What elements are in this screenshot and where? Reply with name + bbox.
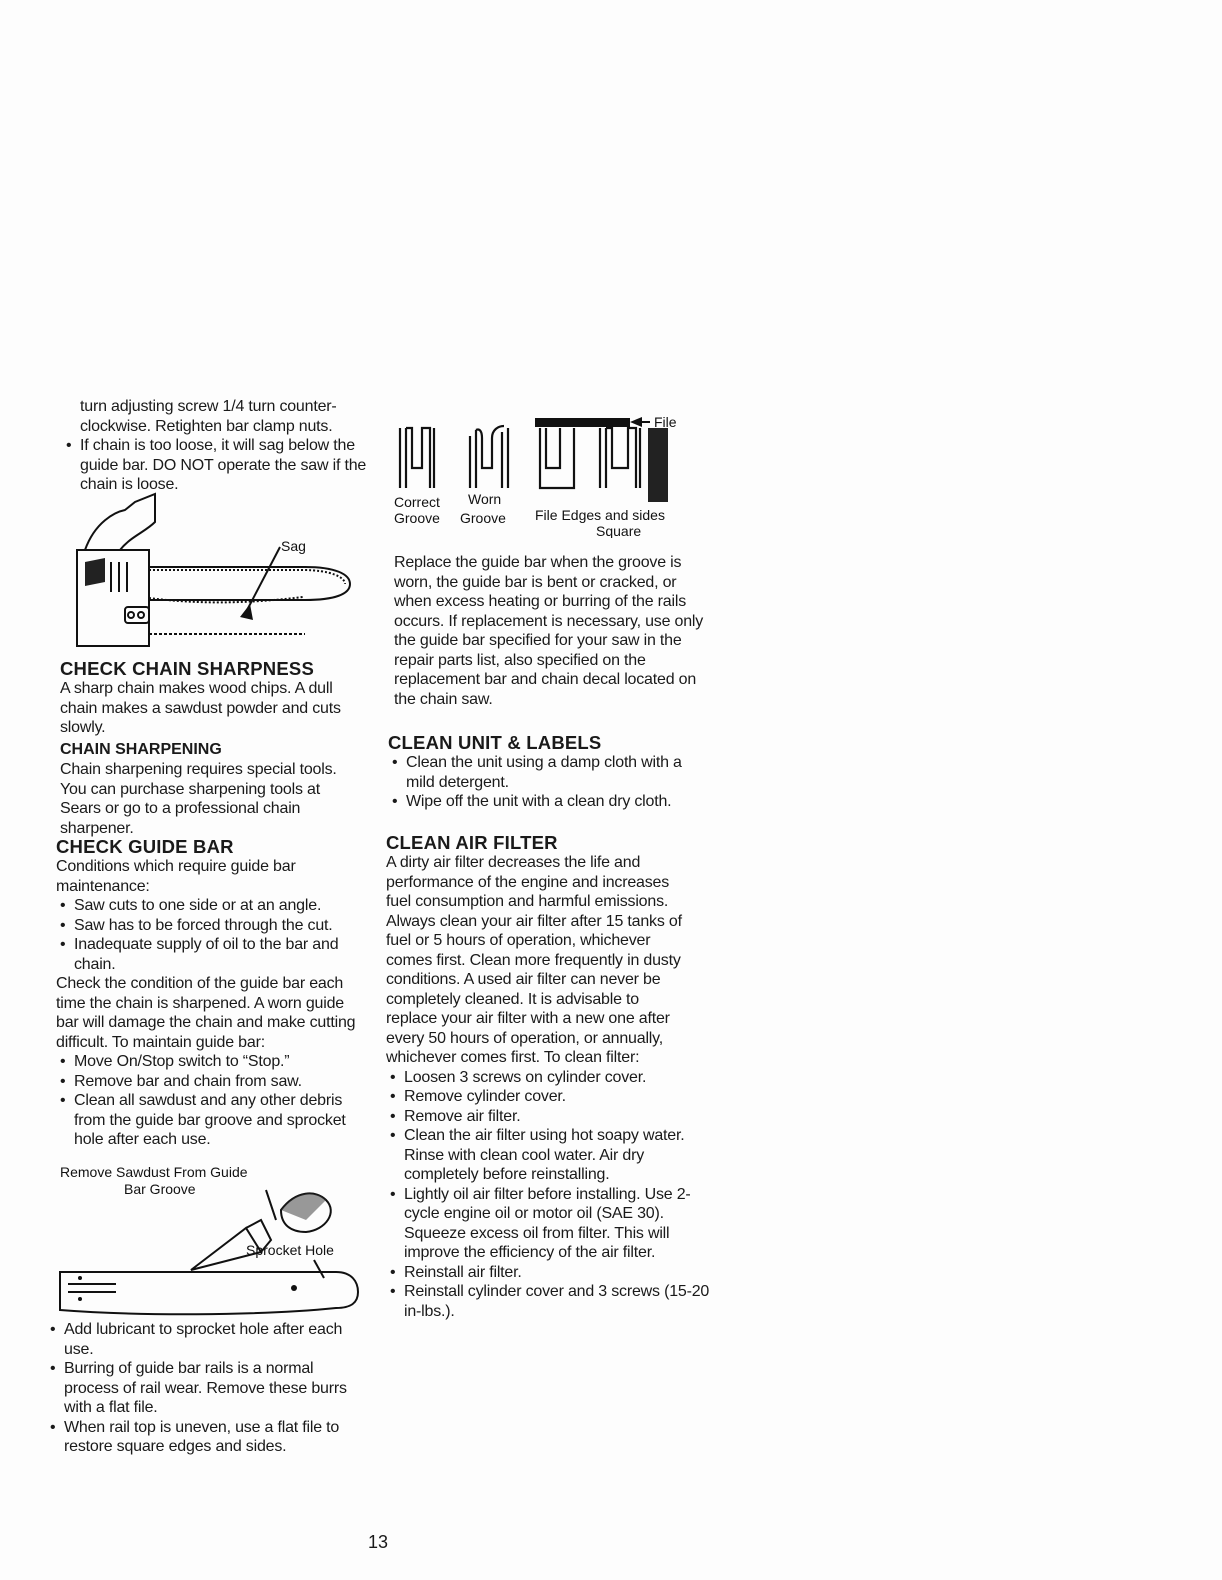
- list-item: • Clean all sawdust and any other debris from the guide bar groove and sprocket hole after each use.: [56, 1091, 374, 1150]
- chain-sharpening-heading: CHAIN SHARPENING: [60, 741, 222, 758]
- check-guide-bar-heading: CHECK GUIDE BAR: [56, 836, 234, 857]
- clean-unit-section: [388, 732, 708, 812]
- check-sharpness-section: [60, 658, 380, 738]
- correct-label-2: Groove: [394, 510, 440, 526]
- list-item: • Add lubricant to sprocket hole after each use.: [46, 1320, 354, 1359]
- page-number: 13: [368, 1532, 389, 1552]
- list-item: • Remove bar and chain from saw.: [56, 1072, 378, 1092]
- worn-label-1: Worn: [468, 491, 502, 507]
- replace-guide-bar-text: [394, 553, 710, 709]
- worn-label-2: Groove: [460, 510, 506, 526]
- loose-chain-bullet: [62, 436, 378, 495]
- file-edges-label-1: File Edges and sides: [535, 507, 665, 523]
- correct-label-1: Correct: [394, 494, 440, 510]
- clean-unit-heading: CLEAN UNIT & LABELS: [388, 732, 602, 753]
- intro-line-1: turn adjusting screw 1/4 turn counter-: [80, 398, 337, 415]
- list-item: • Remove air filter.: [386, 1107, 702, 1127]
- groove-figure: [392, 408, 692, 538]
- list-item: • Burring of guide bar rails is a normal process of rail wear. Remove these burrs with a flat file.: [46, 1359, 364, 1418]
- chain-sag-figure: [75, 492, 365, 652]
- list-item: • Remove cylinder cover.: [386, 1087, 702, 1107]
- list-item: • Move On/Stop switch to “Stop.”: [56, 1052, 378, 1072]
- clean-air-filter-section: [386, 832, 710, 1321]
- clean-air-filter-heading: CLEAN AIR FILTER: [386, 832, 558, 853]
- guide-bar-after-bullets: [46, 1320, 356, 1457]
- list-item: • Clean the air filter using hot soapy water. Rinse with clean cool water. Air dry completely before reinstalling.: [386, 1126, 704, 1185]
- chain-sharpening-section: [60, 740, 350, 838]
- replace-text: Replace the guide bar when the groove is worn, the guide bar is bent or cracked, or when excess heating or burring of the rails occurs. If replacement is necessary, use only the guide bar specified for your saw in the repair parts list, also specified on the replacement bar and chain decal located on the chain saw.: [394, 554, 704, 708]
- guide-bar-intro: Conditions which require guide bar maintenance:: [56, 858, 296, 895]
- clean-air-filter-text: A dirty air filter decreases the life and performance of the engine and increases fuel consumption and harmful emissions. Always clean your air filter after 15 tanks of fuel or 5 hours of operation, whichever comes first. Clean more frequently in dusty conditions. A used air filter can never be completely cleaned. It is advisable to replace your air filter with a new one after every 50 hours of operation, or annually, whichever comes first. To clean filter:: [386, 854, 682, 1066]
- remove-sawdust-label-2: Bar Groove: [124, 1181, 196, 1197]
- guide-bar-cleaning-figure: [56, 1160, 366, 1320]
- file-edges-label-2: Square: [596, 523, 642, 538]
- chain-sharpening-text: Chain sharpening requires special tools. You can purchase sharpening tools at Sears or go to a professional chain sharpener.: [60, 761, 337, 837]
- list-item: • Reinstall cylinder cover and 3 screws (15-20 in-lbs.).: [386, 1282, 720, 1321]
- list-item: • Clean the unit using a damp cloth with a mild detergent.: [388, 753, 708, 792]
- guide-bar-paragraph: Check the condition of the guide bar each time the chain is sharpened. A worn guide bar will damage the chain and make cutting difficult. To maintain guide bar:: [56, 975, 356, 1051]
- list-item: • If chain is too loose, it will sag below the guide bar. DO NOT operate the saw if the chain is loose.: [62, 436, 378, 495]
- list-item: • Lightly oil air filter before installing. Use 2-cycle engine oil or motor oil (SAE 30). Squeeze excess oil from filter. This will improve the efficiency of the air filter.: [386, 1185, 720, 1263]
- list-item: • Wipe off the unit with a clean dry cloth.: [388, 792, 686, 812]
- list-item: • Saw has to be forced through the cut.: [56, 916, 378, 936]
- intro-line-2: clockwise. Retighten bar clamp nuts.: [80, 417, 333, 435]
- list-item: • When rail top is uneven, use a flat file to restore square edges and sides.: [46, 1418, 364, 1457]
- check-sharpness-text: A sharp chain makes wood chips. A dull chain makes a sawdust powder and cuts slowly.: [60, 680, 341, 736]
- file-label: File: [654, 414, 677, 430]
- list-item: • Saw cuts to one side or at an angle.: [56, 896, 378, 916]
- remove-sawdust-label-1: Remove Sawdust From Guide: [60, 1164, 248, 1180]
- sag-label: Sag: [281, 538, 306, 554]
- sprocket-hole-label: Sprocket Hole: [246, 1242, 334, 1258]
- list-item: • Inadequate supply of oil to the bar and chain.: [56, 935, 364, 974]
- check-sharpness-heading: CHECK CHAIN SHARPNESS: [60, 658, 314, 679]
- list-item: • Loosen 3 screws on cylinder cover.: [386, 1068, 702, 1088]
- list-item: • Reinstall air filter.: [386, 1263, 702, 1283]
- intro-text: [80, 397, 380, 436]
- check-guide-bar-section: [56, 836, 378, 1150]
